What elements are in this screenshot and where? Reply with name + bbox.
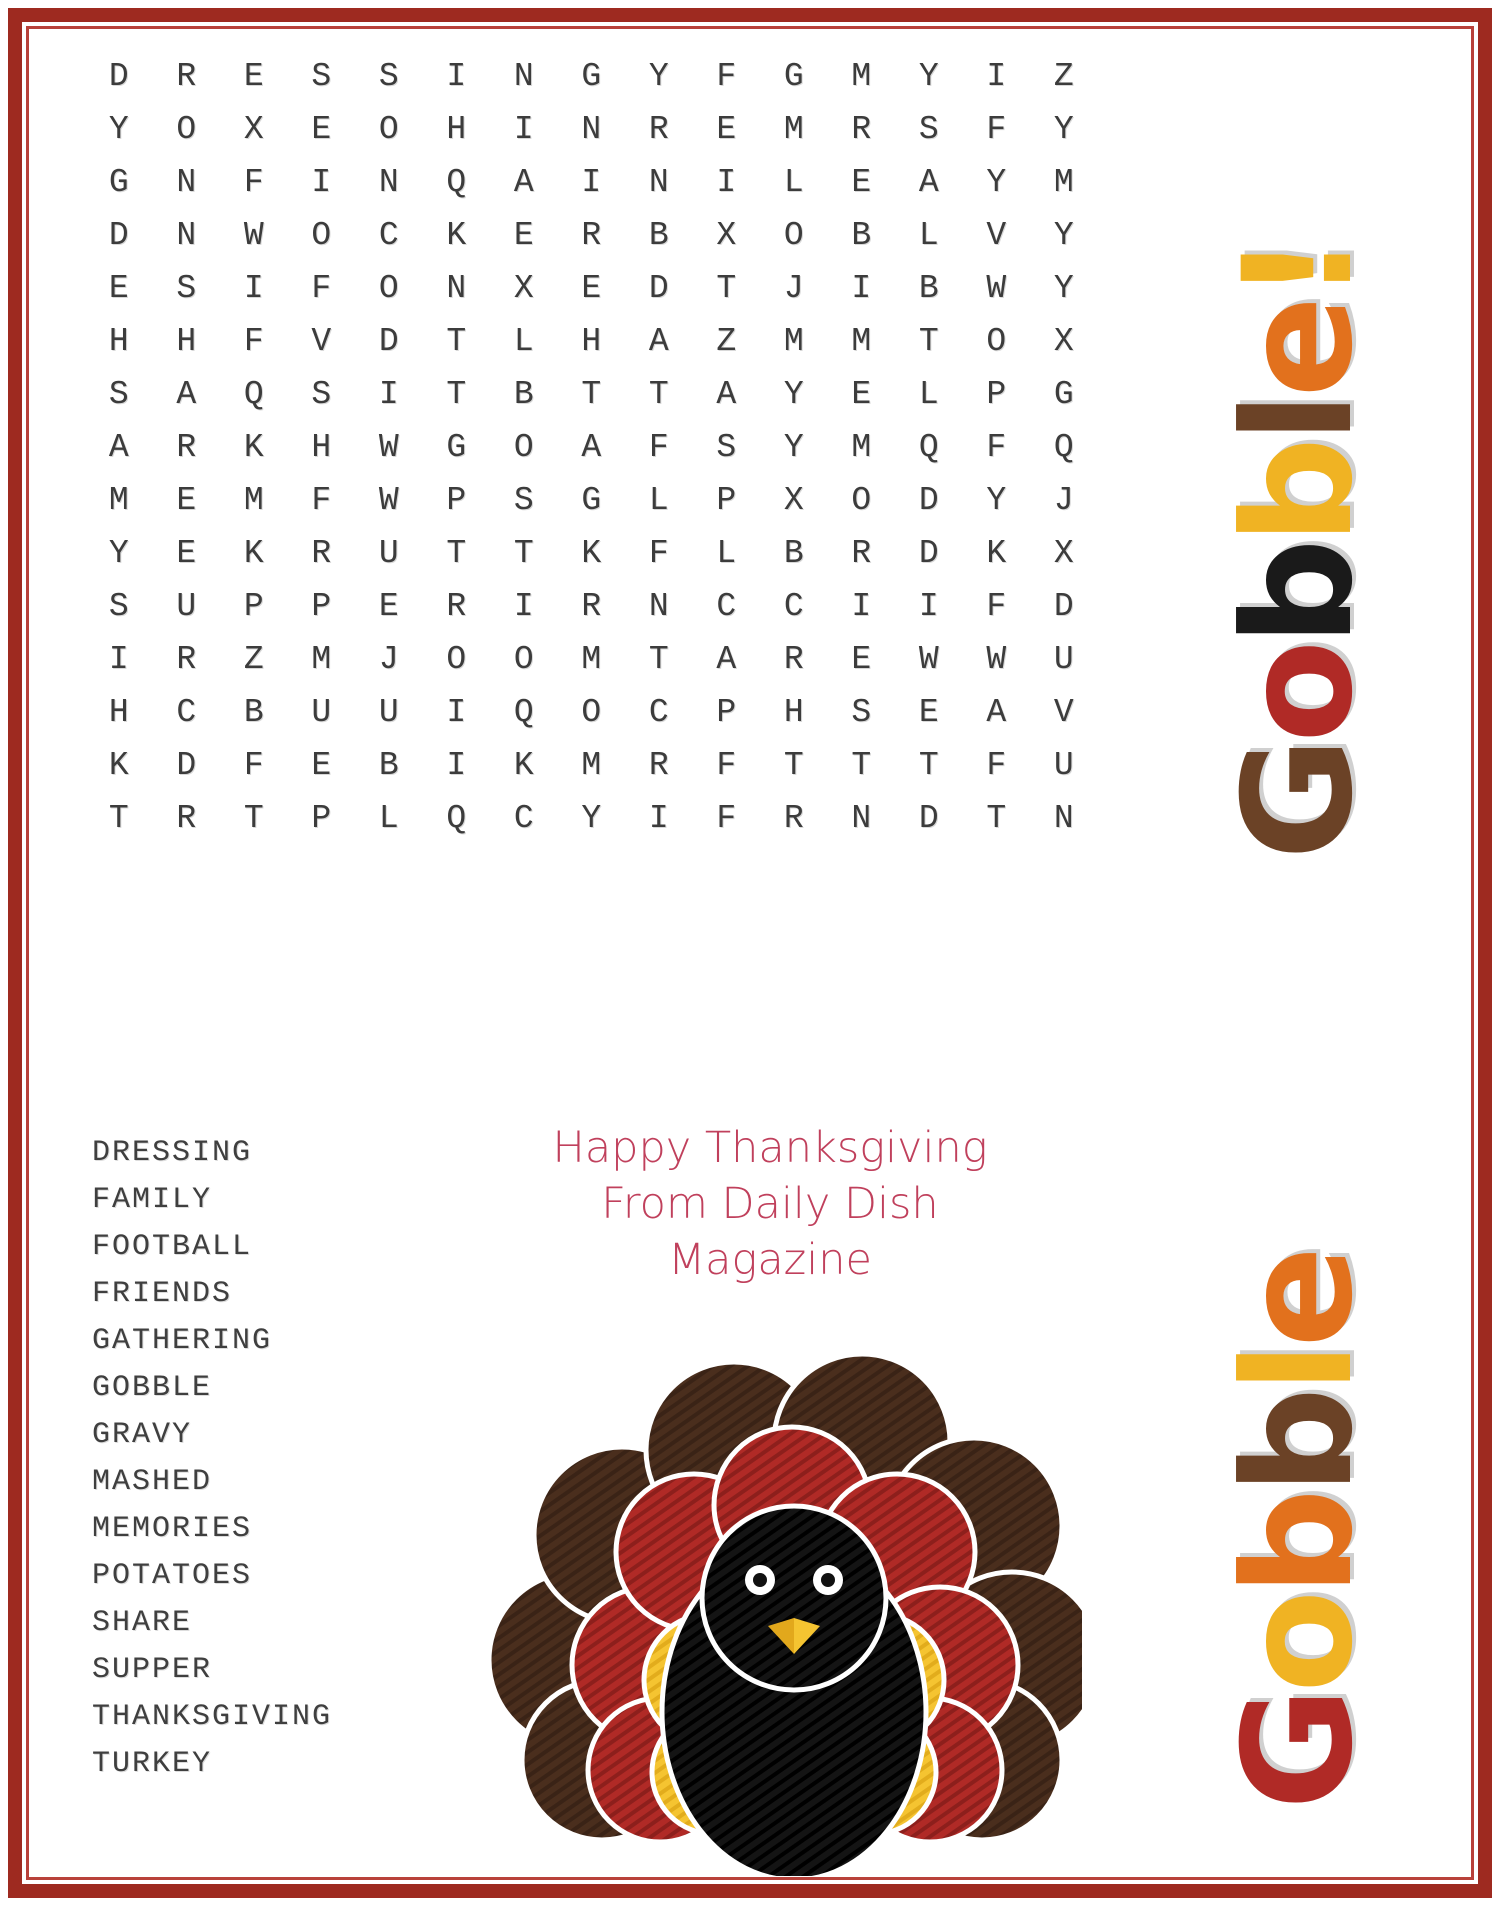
- grid-letter: A: [648, 323, 669, 360]
- grid-letter: L: [378, 800, 399, 837]
- grid-letter: T: [243, 800, 264, 837]
- word-list-item: FAMILY: [92, 1183, 213, 1217]
- grid-letter: B: [378, 747, 399, 784]
- grid-letter: Q: [243, 376, 264, 413]
- grid-letter: H: [108, 694, 129, 731]
- word-list-item: DRESSING: [92, 1136, 253, 1170]
- grid-letter: E: [851, 641, 872, 678]
- grid-letter: S: [513, 482, 534, 519]
- grid-letter: I: [311, 164, 332, 201]
- grid-letter: X: [1053, 323, 1074, 360]
- grid-letter: T: [918, 747, 939, 784]
- grid-letter: O: [378, 111, 399, 148]
- grid-letter: T: [446, 323, 467, 360]
- grid-letter: F: [716, 58, 737, 95]
- grid-letter: I: [851, 270, 872, 307]
- grid-letter: P: [986, 376, 1007, 413]
- grid-letter: I: [446, 694, 467, 731]
- grid-row: [85, 421, 1165, 474]
- grid-letter: K: [986, 535, 1007, 572]
- grid-letter: E: [176, 535, 197, 572]
- grid-letter: B: [513, 376, 534, 413]
- grid-letter: Y: [1053, 111, 1074, 148]
- grid-letter: F: [243, 747, 264, 784]
- grid-letter: Q: [446, 164, 467, 201]
- grid-letter: T: [446, 535, 467, 572]
- grid-row: [85, 209, 1165, 262]
- gobble-word-bottom: [1212, 1252, 1386, 1810]
- grid-letter: I: [513, 588, 534, 625]
- grid-letter: B: [851, 217, 872, 254]
- word-list-item: SUPPER: [92, 1653, 213, 1687]
- grid-letter: R: [851, 111, 872, 148]
- grid-letter: E: [851, 164, 872, 201]
- gobble-word-art: [1194, 40, 1454, 1830]
- grid-letter: W: [918, 641, 939, 678]
- grid-letter: F: [986, 588, 1007, 625]
- grid-letter: T: [581, 376, 602, 413]
- word-list-item: TURKEY: [92, 1747, 213, 1781]
- grid-letter: M: [581, 747, 602, 784]
- grid-letter: U: [1053, 747, 1074, 784]
- grid-letter: L: [648, 482, 669, 519]
- grid-letter: K: [446, 217, 467, 254]
- grid-letter: B: [243, 694, 264, 731]
- grid-letter: F: [716, 747, 737, 784]
- grid-row: [85, 368, 1165, 421]
- grid-letter: U: [378, 535, 399, 572]
- grid-letter: I: [581, 164, 602, 201]
- grid-row: [85, 739, 1165, 792]
- grid-letter: R: [783, 800, 804, 837]
- grid-letter: S: [918, 111, 939, 148]
- grid-letter: H: [311, 429, 332, 466]
- grid-letter: L: [918, 376, 939, 413]
- greeting-line-1: Happy Thanksgiving: [552, 1123, 988, 1173]
- grid-letter: I: [716, 164, 737, 201]
- grid-letter: Y: [783, 376, 804, 413]
- grid-letter: E: [108, 270, 129, 307]
- grid-letter: I: [851, 588, 872, 625]
- grid-letter: G: [1053, 376, 1074, 413]
- grid-letter: I: [108, 641, 129, 678]
- grid-letter: Y: [986, 482, 1007, 519]
- grid-row: [85, 686, 1165, 739]
- grid-letter: T: [783, 747, 804, 784]
- grid-letter: Y: [783, 429, 804, 466]
- gobble-letter: b: [1212, 1494, 1386, 1596]
- grid-letter: I: [446, 747, 467, 784]
- grid-letter: E: [581, 270, 602, 307]
- grid-row: [85, 527, 1165, 580]
- grid-letter: F: [716, 800, 737, 837]
- grid-letter: D: [1053, 588, 1074, 625]
- grid-letter: E: [716, 111, 737, 148]
- grid-letter: L: [513, 323, 534, 360]
- grid-letter: Y: [581, 800, 602, 837]
- grid-row: [85, 50, 1165, 103]
- word-list-item: FOOTBALL: [92, 1230, 253, 1264]
- page-content: [30, 30, 1470, 1876]
- grid-letter: U: [1053, 641, 1074, 678]
- grid-letter: E: [311, 111, 332, 148]
- grid-letter: N: [1053, 800, 1074, 837]
- grid-letter: M: [1053, 164, 1074, 201]
- grid-letter: F: [243, 323, 264, 360]
- grid-letter: T: [648, 641, 669, 678]
- grid-letter: I: [986, 58, 1007, 95]
- grid-letter: E: [918, 694, 939, 731]
- grid-letter: G: [108, 164, 129, 201]
- grid-letter: Y: [1053, 270, 1074, 307]
- grid-letter: J: [378, 641, 399, 678]
- grid-letter: P: [716, 482, 737, 519]
- grid-letter: D: [918, 800, 939, 837]
- grid-letter: J: [1053, 482, 1074, 519]
- grid-letter: F: [986, 111, 1007, 148]
- grid-letter: L: [918, 217, 939, 254]
- grid-letter: N: [648, 588, 669, 625]
- grid-letter: Y: [108, 111, 129, 148]
- word-list-item: GRAVY: [92, 1418, 193, 1452]
- grid-letter: D: [648, 270, 669, 307]
- grid-letter: O: [513, 641, 534, 678]
- gobble-word-top: [1212, 239, 1386, 860]
- grid-letter: E: [243, 58, 264, 95]
- gobble-letter: b: [1212, 1393, 1386, 1495]
- grid-letter: J: [783, 270, 804, 307]
- grid-letter: H: [108, 323, 129, 360]
- grid-letter: S: [311, 58, 332, 95]
- grid-letter: R: [648, 747, 669, 784]
- grid-letter: R: [311, 535, 332, 572]
- grid-letter: R: [851, 535, 872, 572]
- grid-letter: C: [378, 217, 399, 254]
- gobble-letter: b: [1212, 544, 1386, 646]
- grid-letter: C: [648, 694, 669, 731]
- grid-letter: Q: [918, 429, 939, 466]
- grid-letter: D: [176, 747, 197, 784]
- grid-letter: P: [311, 800, 332, 837]
- greeting-line-3: Magazine: [668, 1235, 872, 1285]
- gobble-letter: e: [1212, 1251, 1386, 1348]
- grid-letter: R: [176, 58, 197, 95]
- grid-letter: U: [176, 588, 197, 625]
- word-list-item: MEMORIES: [92, 1512, 253, 1546]
- grid-letter: M: [108, 482, 129, 519]
- grid-letter: M: [243, 482, 264, 519]
- grid-letter: S: [851, 694, 872, 731]
- grid-letter: Y: [108, 535, 129, 572]
- grid-letter: T: [513, 535, 534, 572]
- grid-row: [85, 315, 1165, 368]
- grid-letter: D: [918, 482, 939, 519]
- grid-letter: F: [311, 270, 332, 307]
- grid-letter: K: [513, 747, 534, 784]
- gobble-letter: !: [1212, 239, 1386, 302]
- grid-letter: X: [1053, 535, 1074, 572]
- grid-letter: Z: [716, 323, 737, 360]
- grid-letter: C: [176, 694, 197, 731]
- grid-letter: R: [176, 429, 197, 466]
- grid-letter: I: [513, 111, 534, 148]
- grid-letter: H: [783, 694, 804, 731]
- grid-letter: O: [986, 323, 1007, 360]
- gobble-letter: l: [1212, 397, 1386, 444]
- grid-letter: W: [378, 482, 399, 519]
- grid-letter: F: [648, 535, 669, 572]
- grid-letter: G: [783, 58, 804, 95]
- grid-letter: C: [783, 588, 804, 625]
- grid-letter: T: [446, 376, 467, 413]
- grid-letter: M: [581, 641, 602, 678]
- grid-letter: M: [851, 323, 872, 360]
- grid-letter: T: [648, 376, 669, 413]
- grid-letter: W: [378, 429, 399, 466]
- grid-row: [85, 633, 1165, 686]
- grid-letter: N: [446, 270, 467, 307]
- grid-letter: A: [986, 694, 1007, 731]
- grid-letter: M: [851, 429, 872, 466]
- grid-letter: B: [918, 270, 939, 307]
- grid-letter: A: [176, 376, 197, 413]
- grid-letter: N: [581, 111, 602, 148]
- grid-letter: E: [513, 217, 534, 254]
- grid-letter: B: [648, 217, 669, 254]
- grid-letter: R: [176, 800, 197, 837]
- grid-letter: N: [513, 58, 534, 95]
- grid-letter: S: [108, 376, 129, 413]
- word-list-item: GATHERING: [92, 1324, 273, 1358]
- grid-letter: H: [581, 323, 602, 360]
- grid-letter: M: [311, 641, 332, 678]
- grid-letter: W: [243, 217, 264, 254]
- grid-letter: S: [378, 58, 399, 95]
- grid-letter: Y: [1053, 217, 1074, 254]
- grid-letter: P: [446, 482, 467, 519]
- grid-row: [85, 792, 1165, 845]
- grid-letter: N: [176, 164, 197, 201]
- grid-letter: F: [986, 747, 1007, 784]
- grid-letter: V: [986, 217, 1007, 254]
- grid-letter: D: [108, 217, 129, 254]
- grid-letter: Y: [648, 58, 669, 95]
- grid-letter: Z: [243, 641, 264, 678]
- grid-letter: Q: [446, 800, 467, 837]
- grid-letter: O: [446, 641, 467, 678]
- grid-letter: U: [378, 694, 399, 731]
- grid-letter: F: [648, 429, 669, 466]
- grid-letter: G: [446, 429, 467, 466]
- greeting-line-2: From Daily Dish: [601, 1179, 939, 1229]
- grid-row: [85, 474, 1165, 527]
- word-list-item: GOBBLE: [92, 1371, 213, 1405]
- grid-letter: T: [851, 747, 872, 784]
- grid-letter: X: [513, 270, 534, 307]
- grid-letter: H: [176, 323, 197, 360]
- gobble-letter: l: [1212, 1347, 1386, 1394]
- grid-letter: R: [648, 111, 669, 148]
- grid-letter: F: [986, 429, 1007, 466]
- grid-letter: I: [446, 58, 467, 95]
- grid-letter: X: [716, 217, 737, 254]
- gobble-letter: e: [1212, 301, 1386, 398]
- grid-letter: S: [176, 270, 197, 307]
- word-search-grid: [85, 50, 1165, 845]
- grid-letter: I: [378, 376, 399, 413]
- grid-letter: O: [176, 111, 197, 148]
- grid-letter: O: [783, 217, 804, 254]
- grid-letter: O: [581, 694, 602, 731]
- grid-letter: T: [716, 270, 737, 307]
- grid-letter: A: [918, 164, 939, 201]
- grid-letter: L: [716, 535, 737, 572]
- grid-letter: I: [648, 800, 669, 837]
- grid-letter: E: [851, 376, 872, 413]
- grid-letter: R: [176, 641, 197, 678]
- grid-letter: O: [513, 429, 534, 466]
- grid-letter: C: [513, 800, 534, 837]
- word-list-item: FRIENDS: [92, 1277, 233, 1311]
- grid-letter: R: [581, 588, 602, 625]
- grid-letter: Z: [1053, 58, 1074, 95]
- grid-letter: R: [581, 217, 602, 254]
- grid-letter: H: [446, 111, 467, 148]
- grid-letter: F: [243, 164, 264, 201]
- grid-letter: K: [243, 429, 264, 466]
- word-list-item: POTATOES: [92, 1559, 253, 1593]
- turkey-illustration: [482, 1330, 1082, 1876]
- grid-letter: Q: [1053, 429, 1074, 466]
- grid-letter: I: [918, 588, 939, 625]
- grid-letter: P: [243, 588, 264, 625]
- grid-letter: U: [311, 694, 332, 731]
- greeting-text: [460, 1120, 1080, 1288]
- gobble-letter: o: [1212, 645, 1386, 743]
- grid-letter: F: [311, 482, 332, 519]
- grid-letter: A: [513, 164, 534, 201]
- grid-letter: E: [311, 747, 332, 784]
- grid-letter: D: [918, 535, 939, 572]
- grid-letter: N: [851, 800, 872, 837]
- grid-letter: M: [783, 111, 804, 148]
- grid-letter: X: [783, 482, 804, 519]
- gobble-letter: G: [1212, 1692, 1386, 1810]
- grid-row: [85, 156, 1165, 209]
- grid-letter: N: [648, 164, 669, 201]
- grid-letter: I: [243, 270, 264, 307]
- grid-letter: T: [918, 323, 939, 360]
- grid-letter: Y: [986, 164, 1007, 201]
- grid-letter: K: [243, 535, 264, 572]
- grid-letter: V: [311, 323, 332, 360]
- grid-letter: L: [783, 164, 804, 201]
- grid-letter: W: [986, 641, 1007, 678]
- grid-letter: E: [176, 482, 197, 519]
- grid-letter: R: [446, 588, 467, 625]
- word-list: [92, 1130, 422, 1788]
- grid-letter: S: [716, 429, 737, 466]
- grid-letter: V: [1053, 694, 1074, 731]
- grid-letter: A: [716, 376, 737, 413]
- word-list-item: MASHED: [92, 1465, 213, 1499]
- grid-letter: O: [378, 270, 399, 307]
- grid-letter: K: [581, 535, 602, 572]
- word-list-item: SHARE: [92, 1606, 193, 1640]
- grid-letter: W: [986, 270, 1007, 307]
- grid-letter: O: [851, 482, 872, 519]
- grid-letter: D: [108, 58, 129, 95]
- grid-letter: Y: [918, 58, 939, 95]
- gobble-letter: b: [1212, 443, 1386, 545]
- grid-letter: N: [176, 217, 197, 254]
- grid-letter: N: [378, 164, 399, 201]
- gobble-letter: G: [1212, 742, 1386, 860]
- grid-letter: P: [716, 694, 737, 731]
- grid-letter: Q: [513, 694, 534, 731]
- grid-letter: T: [108, 800, 129, 837]
- grid-letter: P: [311, 588, 332, 625]
- grid-letter: E: [378, 588, 399, 625]
- word-list-item: THANKSGIVING: [92, 1700, 333, 1734]
- grid-row: [85, 103, 1165, 156]
- grid-letter: S: [311, 376, 332, 413]
- grid-letter: K: [108, 747, 129, 784]
- grid-letter: R: [783, 641, 804, 678]
- grid-letter: T: [986, 800, 1007, 837]
- grid-letter: G: [581, 482, 602, 519]
- grid-letter: O: [311, 217, 332, 254]
- grid-letter: A: [108, 429, 129, 466]
- grid-letter: B: [783, 535, 804, 572]
- grid-letter: D: [378, 323, 399, 360]
- grid-letter: A: [716, 641, 737, 678]
- grid-letter: A: [581, 429, 602, 466]
- grid-row: [85, 262, 1165, 315]
- grid-row: [85, 580, 1165, 633]
- grid-letter: X: [243, 111, 264, 148]
- grid-letter: M: [783, 323, 804, 360]
- grid-letter: M: [851, 58, 872, 95]
- grid-letter: C: [716, 588, 737, 625]
- grid-letter: G: [581, 58, 602, 95]
- grid-letter: S: [108, 588, 129, 625]
- gobble-letter: o: [1212, 1595, 1386, 1693]
